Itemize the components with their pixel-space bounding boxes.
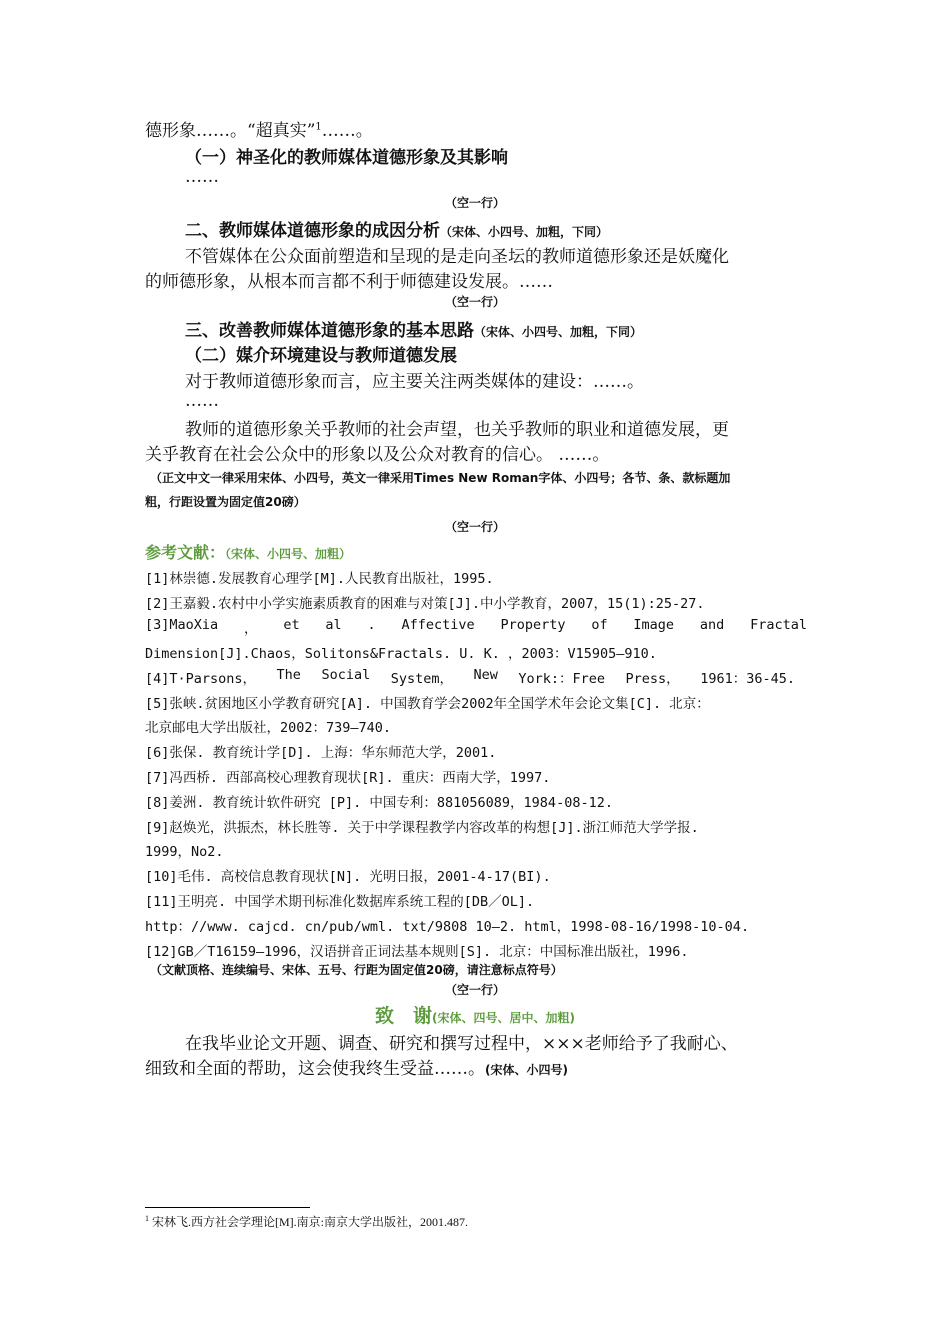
format-note: （宋体、小四号、加粗，下同） bbox=[474, 325, 643, 339]
ref-word: [4]T·Parsons， bbox=[145, 671, 257, 687]
ref-word: al bbox=[325, 617, 342, 633]
ellipsis-line: …… bbox=[185, 391, 219, 411]
reference-item: [7]冯西桥. 西部高校心理教育现状[R]. 重庆：西南大学，1997. bbox=[145, 770, 551, 786]
format-note: （宋体、小四号、加粗） bbox=[225, 547, 352, 561]
paragraph-line bbox=[145, 1054, 568, 1079]
ref-word: [3]MaoXia bbox=[145, 617, 219, 633]
footnote-text: 宋林飞.西方社会学理论[M].南京:南京大学出版社，2001.487. bbox=[149, 1215, 468, 1229]
heading-text: 三、改善教师媒体道德形象的基本思路 bbox=[185, 321, 474, 341]
subsection-heading: （一）神圣化的教师媒体道德形象及其影响 bbox=[185, 148, 508, 168]
subsection-heading: （二）媒介环境建设与教师道德发展 bbox=[185, 346, 457, 366]
text-span: 细致和全面的帮助，这会使我终生受益……。 bbox=[145, 1059, 485, 1079]
paragraph-line: 的师德形象，从根本而言都不利于师德建设发展。…… bbox=[145, 272, 553, 292]
format-note: （宋体、小四号、加粗，下同） bbox=[440, 225, 609, 239]
reference-item: [1]林崇德.发展教育心理学[M].人民教育出版社，1995. bbox=[145, 571, 494, 587]
reference-item: [2]王嘉毅.农村中小学实施素质教育的困难与对策[J].中小学教育，2007，15(1):25-27. bbox=[145, 596, 705, 612]
ref-word: Property bbox=[500, 617, 566, 633]
blank-line-note: （空一行） bbox=[444, 196, 505, 210]
reference-item: [6]张保. 教育统计学[D]. 上海：华东师范大学，2001. bbox=[145, 745, 497, 761]
heading-text: 致 谢 bbox=[375, 1005, 433, 1027]
ref-word: The bbox=[276, 667, 301, 683]
blank-line-note: （空一行） bbox=[444, 983, 505, 997]
paragraph-line: 对于教师道德形象而言，应主要关注两类媒体的建设：……。 bbox=[185, 372, 644, 392]
ref-word: et bbox=[283, 617, 300, 633]
paragraph-line: 不管媒体在公众面前塑造和呈现的是走向圣坛的教师道德形象还是妖魔化 bbox=[185, 247, 729, 267]
heading-text: 参考文献： bbox=[145, 543, 226, 562]
paragraph-line: 关乎教育在社会公众中的形象以及公众对教育的信心。 ……。 bbox=[145, 445, 610, 465]
reference-item: [9]赵焕光，洪振杰，林长胜等. 关于中学课程教学内容改革的构想[J].浙江师范大学学报. bbox=[145, 820, 699, 836]
ref-word: Fractal bbox=[750, 617, 807, 633]
reference-item: [8]姜洲. 教育统计软件研究 [P]. 中国专利：881056089，1984-08-12. bbox=[145, 795, 613, 811]
heading-text: 二、教师媒体道德形象的成因分析 bbox=[185, 221, 440, 241]
ref-word: Image bbox=[633, 617, 675, 633]
reference-item[interactable]: http：//www. cajcd. cn/pub/wml. txt/9808 10—2. html，1998-08-16/1998-10-04. bbox=[145, 919, 750, 935]
body-line bbox=[145, 116, 373, 141]
reference-item bbox=[145, 667, 795, 687]
ref-word: New bbox=[473, 667, 498, 683]
paragraph-line: 在我毕业论文开题、调查、研究和撰写过程中，×××老师给予了我耐心、 bbox=[185, 1034, 738, 1054]
blank-line-note: （空一行） bbox=[444, 295, 505, 309]
ref-word: and bbox=[699, 617, 725, 633]
reference-item: 1999，No2. bbox=[145, 844, 224, 860]
ref-word: Press， bbox=[625, 671, 680, 687]
reference-item bbox=[145, 617, 807, 637]
reference-item: [12]GB／T16159—1996，汉语拼音正词法基本规则[S]. 北京：中国标准出版社，1996. bbox=[145, 944, 689, 960]
ref-word: 1961：36-45. bbox=[700, 671, 795, 687]
reference-item: Dimension[J].Chaos，Solitons&Fractals. U. K. ，2003：V15905—910. bbox=[145, 646, 657, 662]
ref-word: of bbox=[591, 617, 608, 633]
ref-word: Affective bbox=[401, 617, 475, 633]
format-note: 粗，行距设置为固定值20磅） bbox=[145, 495, 306, 509]
ref-word: . bbox=[367, 617, 376, 633]
reference-item: [11]王明亮. 中国学术期刊标准化数据库系统工程的[DB／OL]. bbox=[145, 894, 535, 910]
format-note: （文献顶格、连续编号、宋体、五号、行距为固定值20磅，请注意标点符号） bbox=[150, 963, 563, 977]
footnote bbox=[145, 1213, 468, 1230]
text-span: ……。 bbox=[321, 121, 373, 141]
acknowledgement-heading bbox=[0, 1001, 950, 1028]
ref-word: System， bbox=[390, 671, 453, 687]
footnote-ref[interactable]: 1 bbox=[315, 121, 322, 133]
section-heading bbox=[185, 316, 642, 341]
footnote-mark: 1 bbox=[145, 1214, 149, 1223]
references-heading bbox=[145, 540, 351, 563]
format-note: (宋体、小四号) bbox=[485, 1063, 568, 1077]
text-span: 德形象……。“超真实” bbox=[145, 121, 316, 141]
ref-word: ， bbox=[243, 621, 258, 637]
blank-line-note: （空一行） bbox=[444, 520, 505, 534]
format-note: (宋体、四号、居中、加粗) bbox=[432, 1011, 575, 1025]
section-heading bbox=[185, 216, 608, 241]
ref-word: Social bbox=[321, 667, 371, 683]
ellipsis-line: …… bbox=[185, 167, 219, 187]
paragraph-line: 教师的道德形象关乎教师的社会声望，也关乎教师的职业和道德发展，更 bbox=[185, 420, 729, 440]
format-note: （正文中文一律采用宋体、小四号，英文一律采用Times New Roman字体、小四号；各节、条、款标题加 bbox=[150, 471, 731, 485]
footnote-separator bbox=[145, 1207, 310, 1208]
reference-item: [10]毛伟. 高校信息教育现状[N]. 光明日报，2001-4-17(BI). bbox=[145, 869, 551, 885]
ref-word: York:：Free bbox=[518, 671, 606, 687]
reference-item: [5]张峡.贫困地区小学教育研究[A]. 中国教育学会2002年全国学术年会论文集[C]. 北京： bbox=[145, 696, 710, 712]
reference-item: 北京邮电大学出版社，2002：739—740. bbox=[145, 720, 392, 736]
